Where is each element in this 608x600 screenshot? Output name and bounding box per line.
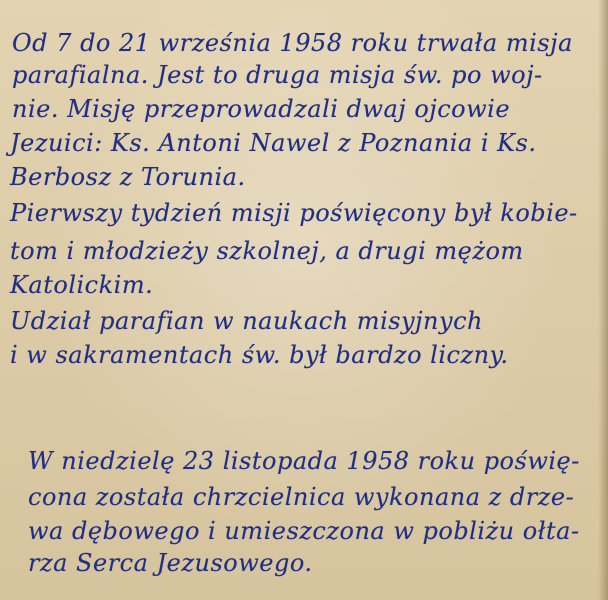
handwritten-line: wa dębowego i umieszczona w pobliżu ołta- <box>28 517 580 545</box>
handwritten-line: parafialna. Jest to druga misja św. po woj- <box>12 61 543 89</box>
handwritten-line: W niedzielę 23 listopada 1958 roku poświę- <box>28 447 580 475</box>
handwritten-line: Pierwszy tydzień misji poświęcony był kobie- <box>10 199 578 227</box>
handwritten-line: Katolickim. <box>10 271 154 299</box>
handwritten-line: Jezuici: Ks. Antoni Nawel z Poznania i Ks. <box>10 129 537 157</box>
handwritten-line: cona została chrzcielnica wykonana z drze- <box>28 483 575 511</box>
handwritten-line: rza Serca Jezusowego. <box>28 549 313 577</box>
handwritten-line: Udział parafian w naukach misyjnych <box>10 307 483 335</box>
handwritten-line: i w sakramentach św. był bardzo liczny. <box>10 341 509 369</box>
handwritten-line: Berbosz z Torunia. <box>10 163 246 191</box>
handwritten-line: Od 7 do 21 września 1958 roku trwała misja <box>12 29 573 57</box>
handwritten-line: nie. Misję przeprowadzali dwaj ojcowie <box>12 95 511 123</box>
handwritten-line: tom i młodzieży szkolnej, a drugi mężom <box>10 237 524 265</box>
